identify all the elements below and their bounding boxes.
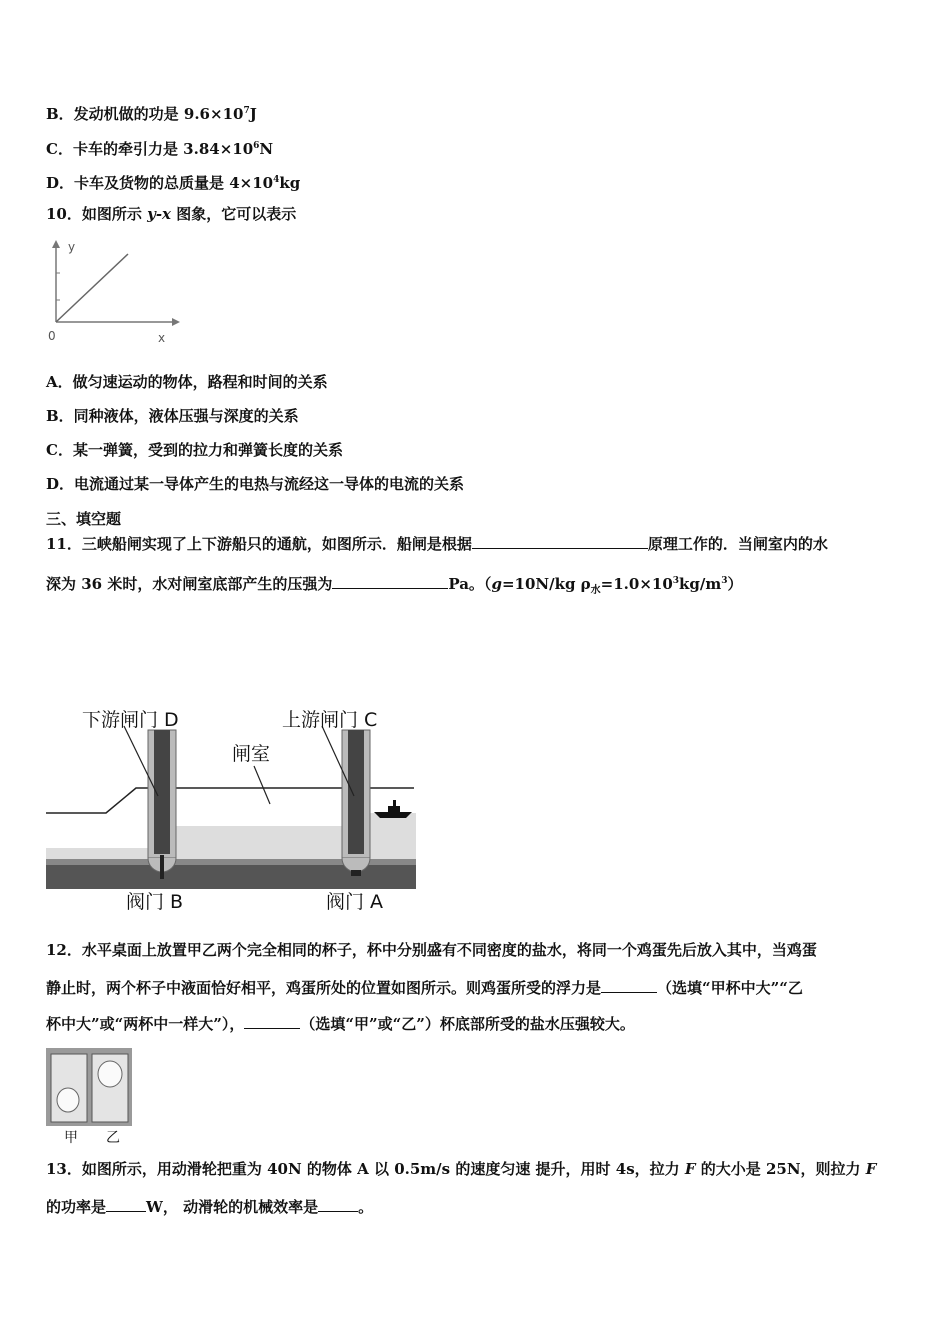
q12-line1: 12．水平桌面上放置甲乙两个完全相同的杯子，杯中分别盛有不同密度的盐水，将同一个鸡蛋先后放入其中，当鸡蛋 [46,941,817,959]
q13-blank-power[interactable] [106,1197,146,1212]
proportional-line [56,254,128,322]
q13-line1: 13．如图所示，用动滑轮把重为 40N 的物体 A 以 0.5m/s 的速度匀速 提升，用时 4s，拉力 F 的大小是 25N，则拉力 F [46,1160,877,1178]
section-heading: 三、填空题 [46,510,122,528]
q10-yx-graph [44,236,184,348]
q11-line1: 11．三峡船闸实现了上下游船只的通航，如图所示．船闸是根据 原理工作的．当闸室内的水 [46,535,828,553]
downstream-water [46,848,152,859]
q11-blank-pressure[interactable] [332,574,448,589]
q10-stem: 10．如图所示 y-x 图象，它可以表示 [46,205,297,223]
label-jia: 甲 [64,1130,78,1146]
x-label: x [158,331,166,345]
valve-b [160,855,164,879]
q10-option-b: B．同种液体，液体压强与深度的关系 [46,407,299,425]
q9-option-b: B．发动机做的功是 $9.6\times 10^7J$ [46,105,257,123]
label-yi: 乙 [106,1130,120,1146]
egg-cups-figure [46,1048,136,1146]
label-upstream-gate: 上游闸门 C [282,709,378,731]
label-chamber: 闸室 [232,743,271,765]
egg-in-jia [57,1088,79,1112]
q12-blank-pressure[interactable] [244,1014,300,1029]
q10-option-a: A．做匀速运动的物体，路程和时间的关系 [46,373,328,391]
ship-mast [393,800,396,806]
y-label: y [68,240,76,254]
q11-blank-principle[interactable] [472,534,648,549]
ship-cabin [388,806,400,812]
q10-option-d: D．电流通过某一导体产生的电热与流经这一导体的电流的关系 [46,475,465,493]
q12-blank-buoyancy[interactable] [601,978,657,993]
y-axis-arrow [52,240,60,248]
q10-option-c: C．某一弹簧，受到的拉力和弹簧长度的关系 [46,441,343,459]
pointer-chamber [254,766,270,804]
upstream-water [370,813,416,859]
q12-line3: 杯中大”或“两杯中一样大”）， （选填“甲”或“乙”）杯底部所受的盐水压强较大。 [46,1015,635,1033]
q11-line2: 深为 36 米时，水对闸室底部产生的压强为 Pa。（g=10N/kg $\rho_水=1.0\times 10^3kg/m^3$） [46,575,743,596]
q9-option-d: D．卡车及货物的总质量是 $4\times 10^4kg$ [46,174,301,192]
ship-lock-figure [44,700,424,918]
ship-icon [374,812,412,818]
egg-in-yi [98,1061,122,1087]
downstream-water-line [46,788,158,813]
valve-a [351,870,361,876]
label-downstream-gate: 下游闸门 D [82,709,179,731]
q12-line2: 静止时，两个杯子中液面恰好相平，鸡蛋所处的位置如图所示。则鸡蛋所受的浮力是 （选填“甲杯中大”“乙 [46,979,803,997]
gate-c [348,730,364,854]
q13-line2: 的功率是 W， 动滑轮的机械效率是 。 [46,1198,374,1216]
x-axis-arrow [172,318,180,326]
q9-option-c: C．卡车的牵引力是 $3.84\times 10^6N$ [46,140,274,158]
label-valve-a: 阀门 A [326,891,384,913]
chamber-water [174,826,354,859]
label-valve-b: 阀门 B [126,891,184,913]
origin-label: 0 [48,329,56,343]
q13-blank-efficiency[interactable] [318,1197,358,1212]
